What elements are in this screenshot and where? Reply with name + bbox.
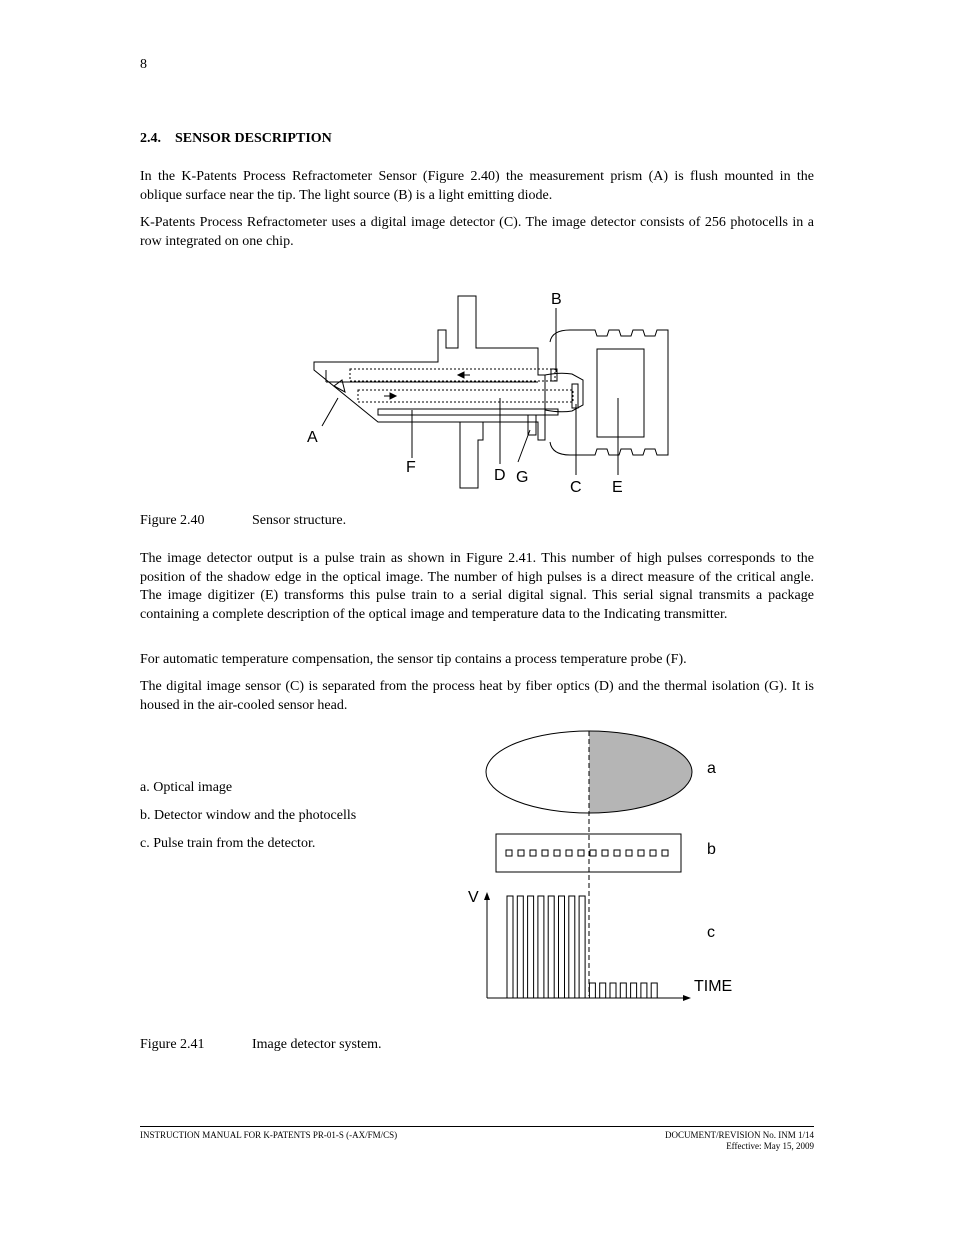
- figure-240-caption: [140, 513, 346, 529]
- label-time-axis: TIME: [694, 978, 733, 995]
- paragraph-5: The digital image sensor (C) is separated from the process heat by fiber optics (D) and the thermal isolation (G). It is housed in the air-cooled sensor head.: [140, 679, 814, 713]
- high-pulse: [569, 896, 575, 998]
- footer-document-number: DOCUMENT/REVISION No. INM 1/14: [665, 1130, 814, 1140]
- label-a: A: [307, 429, 318, 446]
- high-pulse: [548, 896, 554, 998]
- figure-241-legend: [140, 774, 356, 858]
- section-title: SENSOR DESCRIPTION: [175, 131, 332, 146]
- temperature-probe: [378, 409, 558, 415]
- label-c-pulse: c: [707, 924, 715, 941]
- low-pulse: [641, 983, 647, 998]
- label-g: G: [516, 469, 529, 486]
- paragraph-1: In the K-Patents Process Refractometer Sensor (Figure 2.40) the measurement prism (A) is flush mounted in the oblique surface near the tip. The light source (B) is a light emitting diode.: [140, 169, 814, 203]
- label-a-optical: a: [707, 760, 716, 777]
- label-e: E: [612, 479, 623, 495]
- high-pulse: [559, 896, 565, 998]
- figure-240-caption-text: Sensor structure.: [252, 513, 347, 528]
- high-pulse: [528, 896, 534, 998]
- high-pulse: [579, 896, 585, 998]
- page-number: 8: [140, 57, 147, 72]
- legend-item-c: c. Pulse train from the detector.: [140, 836, 316, 851]
- low-pulse: [600, 983, 606, 998]
- legend-item-a: a. Optical image: [140, 780, 233, 795]
- upper-light-guide: [350, 369, 555, 381]
- label-c: C: [570, 479, 582, 495]
- paragraph-2: K-Patents Process Refractometer uses a digital image detector (C). The image detector consists of 256 photocells in a row integrated on one chip.: [140, 215, 814, 249]
- low-pulse: [631, 983, 637, 998]
- pulse-train: [507, 896, 657, 998]
- figure-241-caption-text: Image detector system.: [252, 1037, 382, 1052]
- figure-241-number: Figure 2.41: [140, 1037, 205, 1052]
- image-detector-diagram: [460, 725, 750, 1010]
- section-heading: [140, 131, 332, 147]
- high-pulse: [507, 896, 513, 998]
- footer-revision: [665, 1130, 814, 1152]
- high-pulse: [517, 896, 523, 998]
- label-b-detector: b: [707, 841, 716, 858]
- label-b: B: [551, 291, 562, 308]
- paragraph-3: The image detector output is a pulse train as shown in Figure 2.41. This number of high pulses corresponds to the position of the shadow edge in the optical image. The number of high pulses is a direct measure of the critical angle. The image digitizer (E) transforms this pulse train to a serial digital signal. This serial signal transmits a package containing a complete description of the optical image and temperature data to the Indicating transmitter.: [140, 551, 814, 622]
- section-number: 2.4.: [140, 131, 161, 146]
- footer-manual-title: INSTRUCTION MANUAL FOR K-PATENTS PR-01-S (-AX/FM/CS): [140, 1130, 398, 1140]
- low-pulse: [651, 983, 657, 998]
- low-pulse: [620, 983, 626, 998]
- paragraph-4: For automatic temperature compensation, the sensor tip contains a process temperature probe (F).: [140, 652, 687, 667]
- figure-241-caption: [140, 1037, 381, 1053]
- legend-item-b: b. Detector window and the photocells: [140, 808, 357, 823]
- shadow-region: [589, 725, 699, 825]
- figure-240-number: Figure 2.40: [140, 513, 205, 528]
- footer-effective-date: Effective: May 15, 2009: [726, 1141, 814, 1151]
- high-pulse: [538, 896, 544, 998]
- low-pulse: [610, 983, 616, 998]
- sensor-structure-diagram: [300, 285, 680, 495]
- label-v-axis: V: [468, 889, 479, 906]
- image-digitizer-block: [597, 349, 644, 437]
- sensor-body-outline: [314, 296, 545, 440]
- label-f: F: [406, 459, 416, 476]
- low-pulse: [589, 983, 595, 998]
- label-d: D: [494, 467, 506, 484]
- footer-divider: [140, 1126, 814, 1127]
